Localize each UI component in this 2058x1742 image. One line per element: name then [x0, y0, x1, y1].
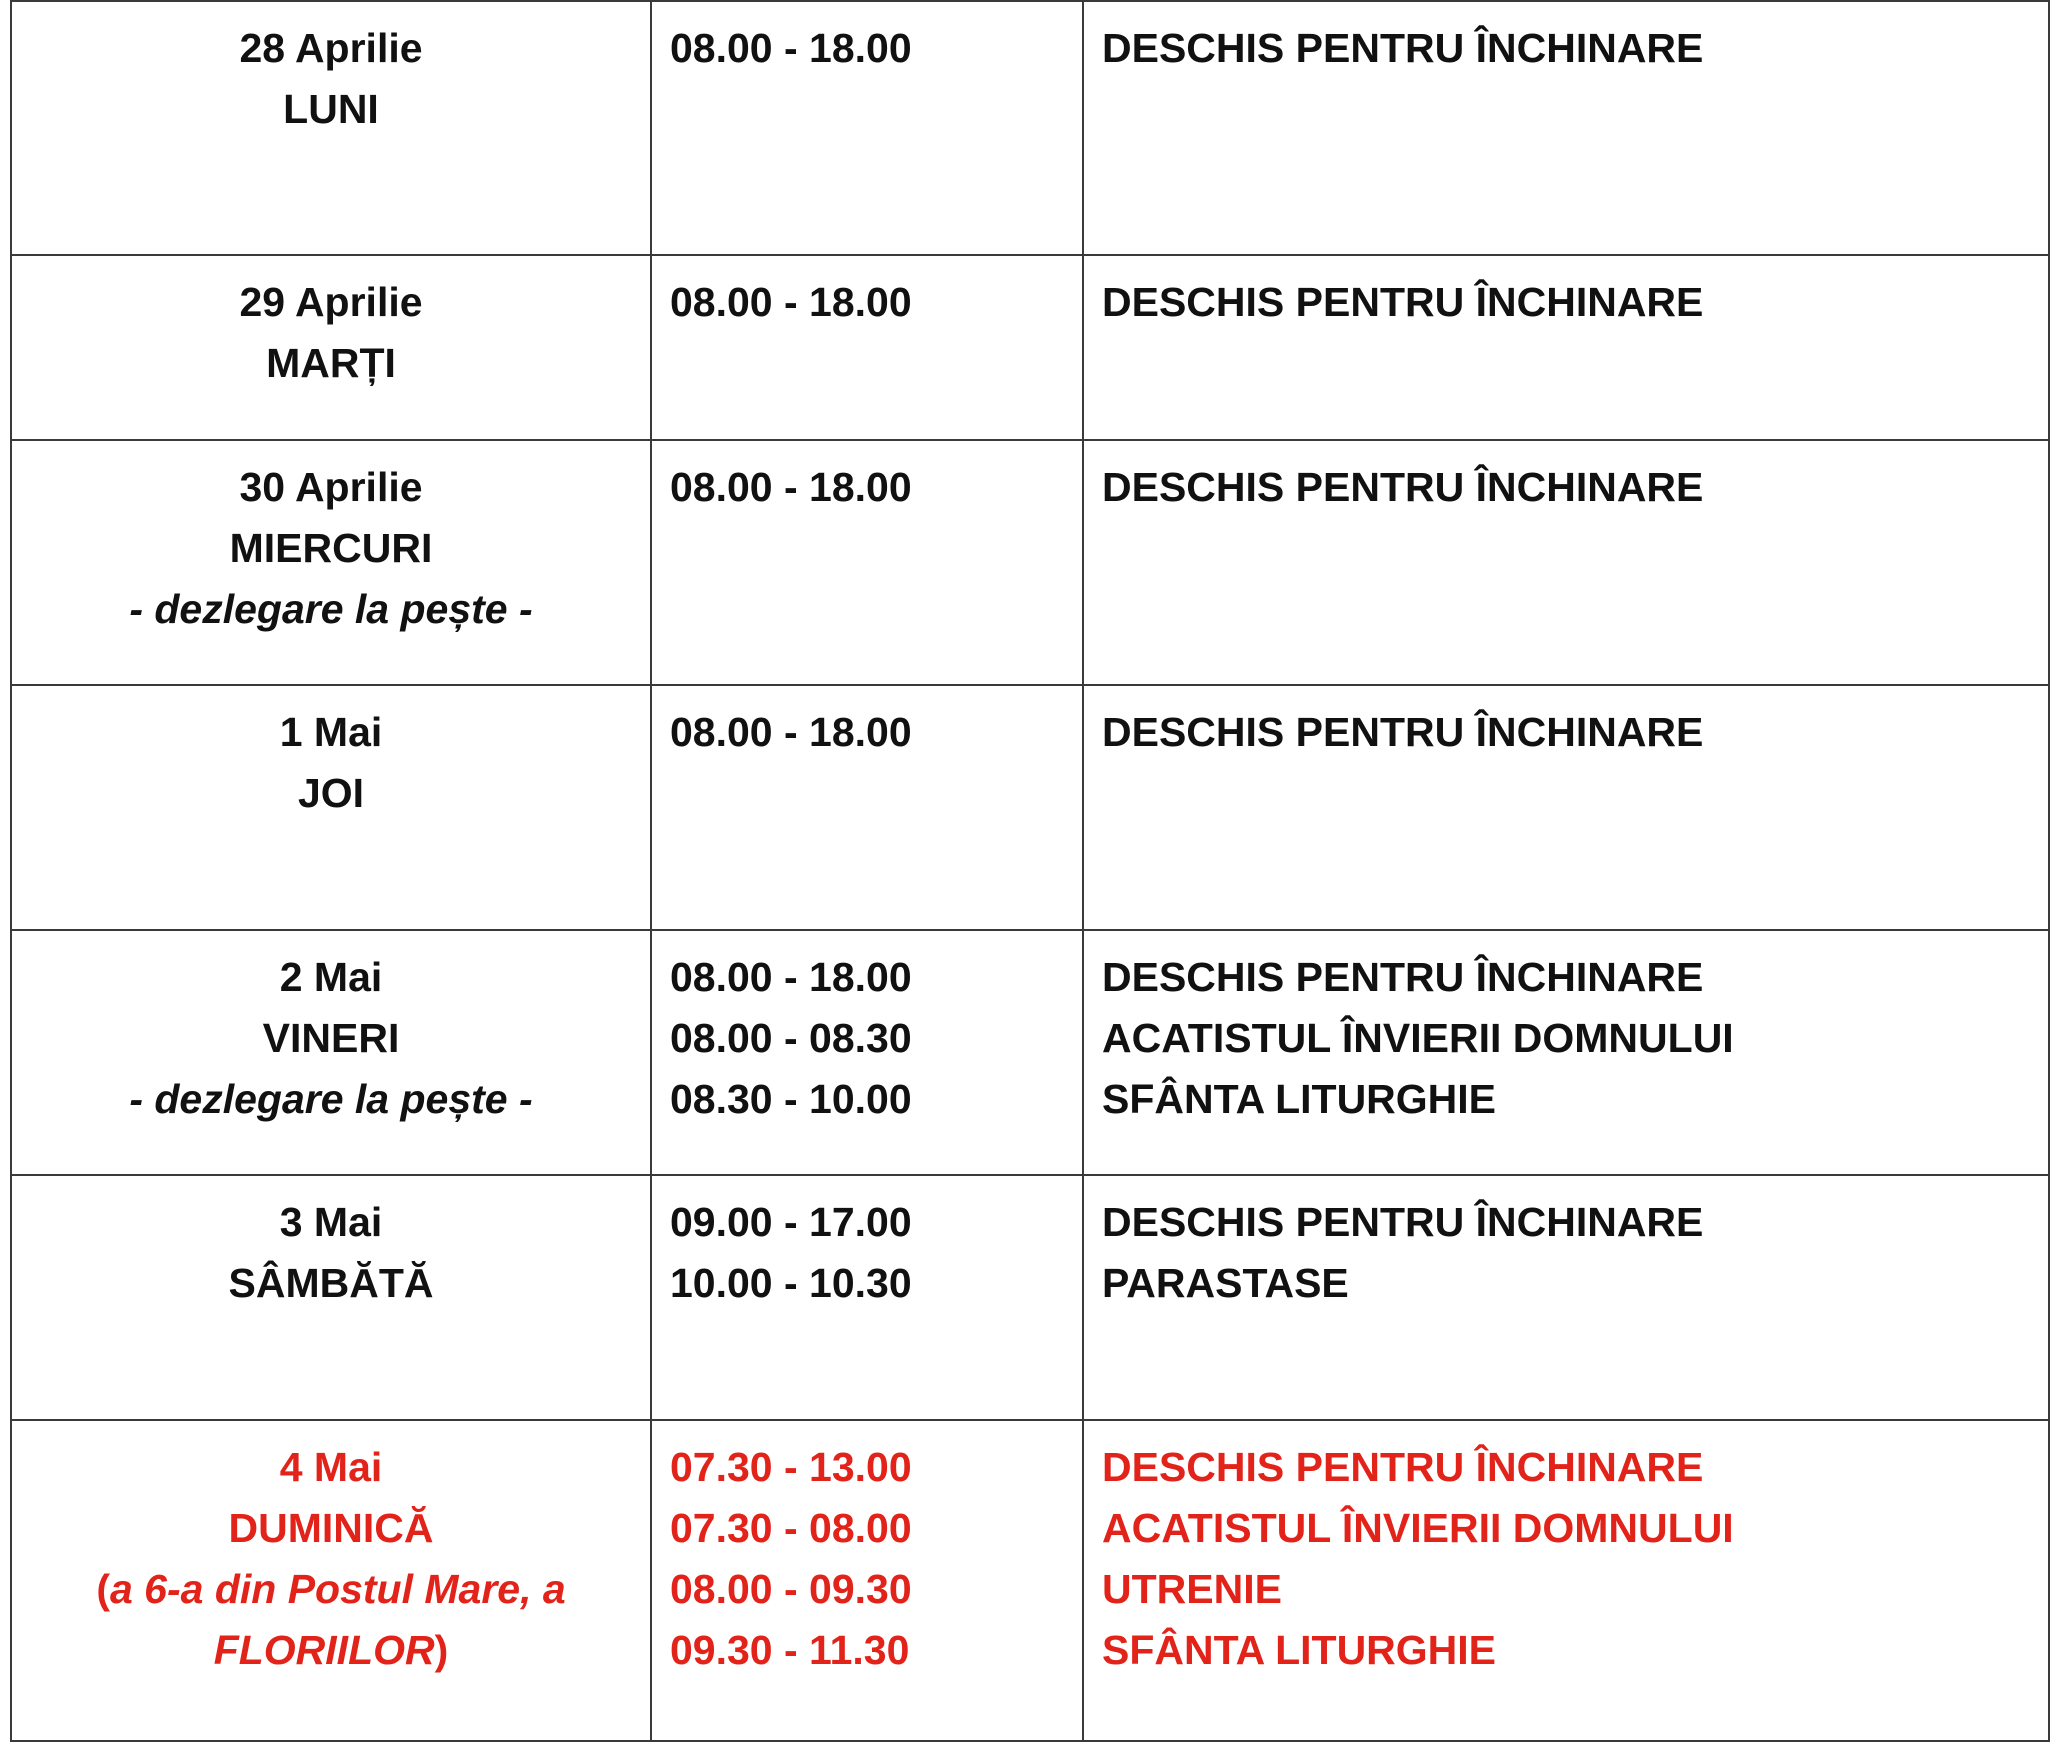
time-slot: 08.00 - 18.00: [670, 954, 912, 1000]
time-slot: 09.30 - 11.30: [670, 1627, 910, 1673]
day-cell: [11, 930, 651, 1175]
event-cell: [1083, 685, 2049, 930]
time-cell: [651, 1, 1083, 255]
date-label: 1 Mai: [279, 709, 383, 755]
paren-close: ): [434, 1627, 449, 1673]
table-row: [11, 685, 2049, 930]
feast-note-line2: FLORIILOR: [213, 1627, 435, 1673]
time-cell: [651, 440, 1083, 685]
date-label: 3 Mai: [279, 1199, 383, 1245]
time-slot: 08.00 - 09.30: [670, 1566, 912, 1612]
event-label: DESCHIS PENTRU ÎNCHINARE: [1102, 1444, 1704, 1490]
table-row: [11, 1175, 2049, 1420]
table-row-sunday: [11, 1420, 2049, 1741]
time-slot: 09.00 - 17.00: [670, 1199, 912, 1245]
day-cell: [11, 440, 651, 685]
time-slot: 07.30 - 13.00: [670, 1444, 912, 1490]
event-label: DESCHIS PENTRU ÎNCHINARE: [1102, 25, 1704, 71]
weekday-label: DUMINICĂ: [228, 1505, 434, 1551]
table-row: [11, 930, 2049, 1175]
day-cell: [11, 1175, 651, 1420]
event-cell: [1083, 1, 2049, 255]
time-slot: 08.30 - 10.00: [670, 1076, 912, 1122]
time-slot: 07.30 - 08.00: [670, 1505, 912, 1551]
event-label: DESCHIS PENTRU ÎNCHINARE: [1102, 279, 1704, 325]
fasting-note: - dezlegare la pește -: [129, 586, 533, 632]
day-cell: [11, 685, 651, 930]
time-slot: 08.00 - 18.00: [670, 25, 912, 71]
date-label: 30 Aprilie: [239, 464, 423, 510]
event-cell: [1083, 255, 2049, 440]
feast-note-cont: [30, 1620, 632, 1681]
weekday-label: VINERI: [262, 1015, 400, 1061]
time-cell: [651, 1175, 1083, 1420]
event-label: SFÂNTA LITURGHIE: [1102, 1627, 1497, 1673]
time-cell: [651, 685, 1083, 930]
event-cell: [1083, 440, 2049, 685]
event-label: DESCHIS PENTRU ÎNCHINARE: [1102, 464, 1704, 510]
table-row: [11, 1, 2049, 255]
event-cell: [1083, 1175, 2049, 1420]
table-row: [11, 255, 2049, 440]
feast-note: [30, 1559, 632, 1620]
weekday-label: MARȚI: [266, 340, 396, 386]
event-label: DESCHIS PENTRU ÎNCHINARE: [1102, 1199, 1704, 1245]
fasting-note: - dezlegare la pește -: [129, 1076, 533, 1122]
schedule-table: [10, 0, 2050, 1742]
event-label: PARASTASE: [1102, 1260, 1349, 1306]
event-label: SFÂNTA LITURGHIE: [1102, 1076, 1497, 1122]
event-label: DESCHIS PENTRU ÎNCHINARE: [1102, 709, 1704, 755]
event-cell: [1083, 1420, 2049, 1741]
event-label: UTRENIE: [1102, 1566, 1282, 1612]
weekday-label: LUNI: [283, 86, 379, 132]
weekday-label: MIERCURI: [229, 525, 433, 571]
date-label: 4 Mai: [279, 1444, 383, 1490]
feast-note-line1: a 6-a din Postul Mare, a: [109, 1566, 566, 1612]
date-label: 29 Aprilie: [239, 279, 423, 325]
day-cell: [11, 1420, 651, 1741]
date-label: 2 Mai: [279, 954, 383, 1000]
event-cell: [1083, 930, 2049, 1175]
weekday-label: SÂMBĂTĂ: [228, 1260, 434, 1306]
event-label: DESCHIS PENTRU ÎNCHINARE: [1102, 954, 1704, 1000]
date-label: 28 Aprilie: [239, 25, 423, 71]
day-cell: [11, 255, 651, 440]
time-slot: 08.00 - 18.00: [670, 709, 912, 755]
time-slot: 08.00 - 18.00: [670, 464, 912, 510]
time-slot: 10.00 - 10.30: [670, 1260, 912, 1306]
time-slot: 08.00 - 08.30: [670, 1015, 912, 1061]
time-cell: [651, 1420, 1083, 1741]
weekday-label: JOI: [297, 770, 365, 816]
time-cell: [651, 255, 1083, 440]
event-label: ACATISTUL ÎNVIERII DOMNULUI: [1102, 1015, 1734, 1061]
table-row: [11, 440, 2049, 685]
event-label: ACATISTUL ÎNVIERII DOMNULUI: [1102, 1505, 1734, 1551]
time-cell: [651, 930, 1083, 1175]
day-cell: [11, 1, 651, 255]
paren-open: (: [96, 1566, 110, 1612]
time-slot: 08.00 - 18.00: [670, 279, 912, 325]
